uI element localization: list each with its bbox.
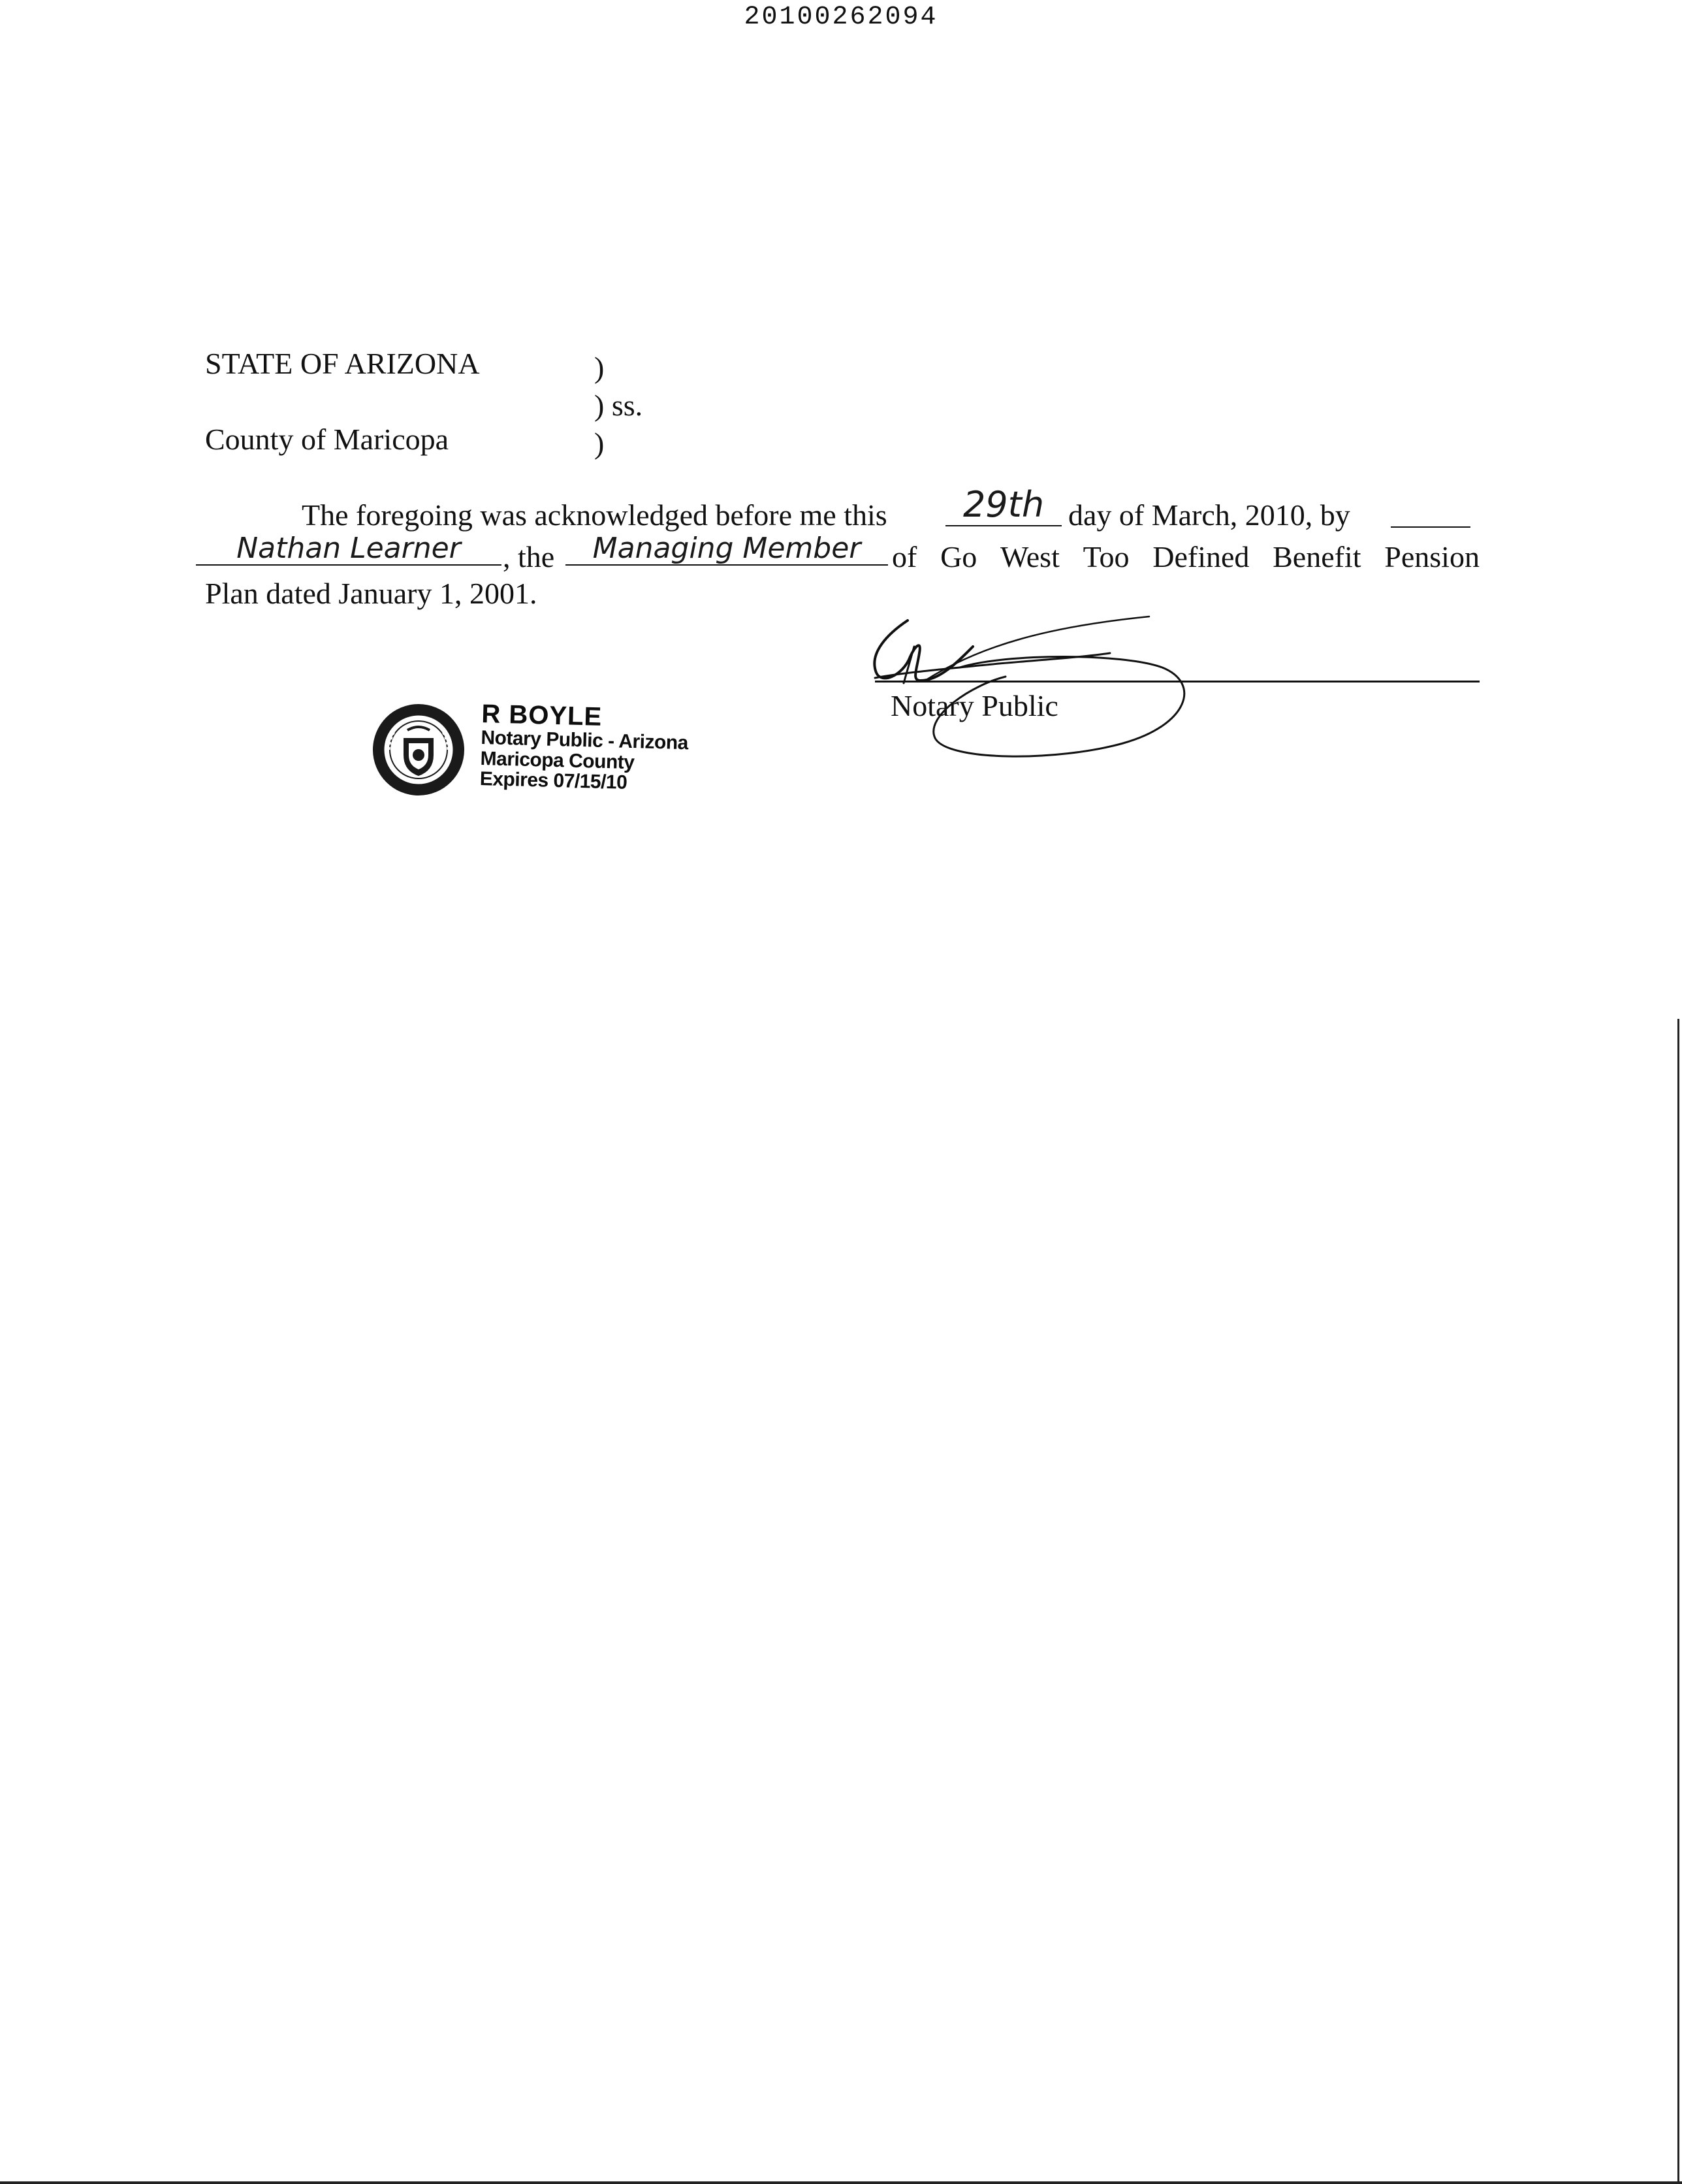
notary-signature	[849, 607, 1214, 771]
ack-title-field	[565, 534, 888, 566]
signature-label: Notary Public	[891, 689, 1058, 722]
ack-line1-end: day of March, 2010, by	[1068, 498, 1350, 532]
venue-state: STATE OF ARIZONA	[205, 347, 480, 380]
ack-the: , the	[503, 540, 555, 573]
notary-seal-emblem	[370, 700, 468, 799]
venue-paren-1: )	[594, 351, 605, 384]
ack-word: Too	[1083, 540, 1130, 573]
ack-day-field	[945, 484, 1062, 532]
seal-notary-name: R BOYLE	[481, 699, 603, 731]
ack-line1-start: The foregoing was acknowledged before me this	[302, 498, 887, 532]
ack-line3: Plan dated January 1, 2001.	[205, 577, 537, 610]
ack-word: Defined	[1152, 540, 1250, 573]
ack-word: Pension	[1384, 540, 1480, 573]
page-edge-right	[1677, 1019, 1679, 2184]
ack-word: Go	[940, 540, 977, 573]
ack-name-field	[196, 534, 501, 566]
ack-by-blank	[1391, 526, 1470, 528]
ack-word: Benefit	[1273, 540, 1361, 573]
venue-county: County of Maricopa	[205, 423, 449, 456]
notary-seal-text	[479, 700, 689, 795]
ack-word: of	[892, 540, 917, 573]
seal-notary-title: Notary Public - Arizona	[481, 726, 689, 754]
ack-word: West	[1000, 540, 1060, 573]
ack-day-handwritten: 29th	[962, 484, 1045, 525]
ack-name-handwritten: Nathan Learner	[236, 532, 461, 565]
seal-county: Maricopa County	[480, 747, 635, 773]
ack-line2-rest	[892, 542, 1480, 572]
document-number: 20100262094	[744, 3, 938, 32]
venue-paren-3: )	[594, 426, 605, 460]
venue-paren-ss: ) ss.	[594, 389, 643, 422]
ack-day-blank	[945, 525, 1062, 526]
ack-title-handwritten: Managing Member	[592, 532, 861, 565]
seal-expiry: Expires 07/15/10	[479, 767, 627, 794]
page-edge-bottom	[0, 2181, 1682, 2184]
